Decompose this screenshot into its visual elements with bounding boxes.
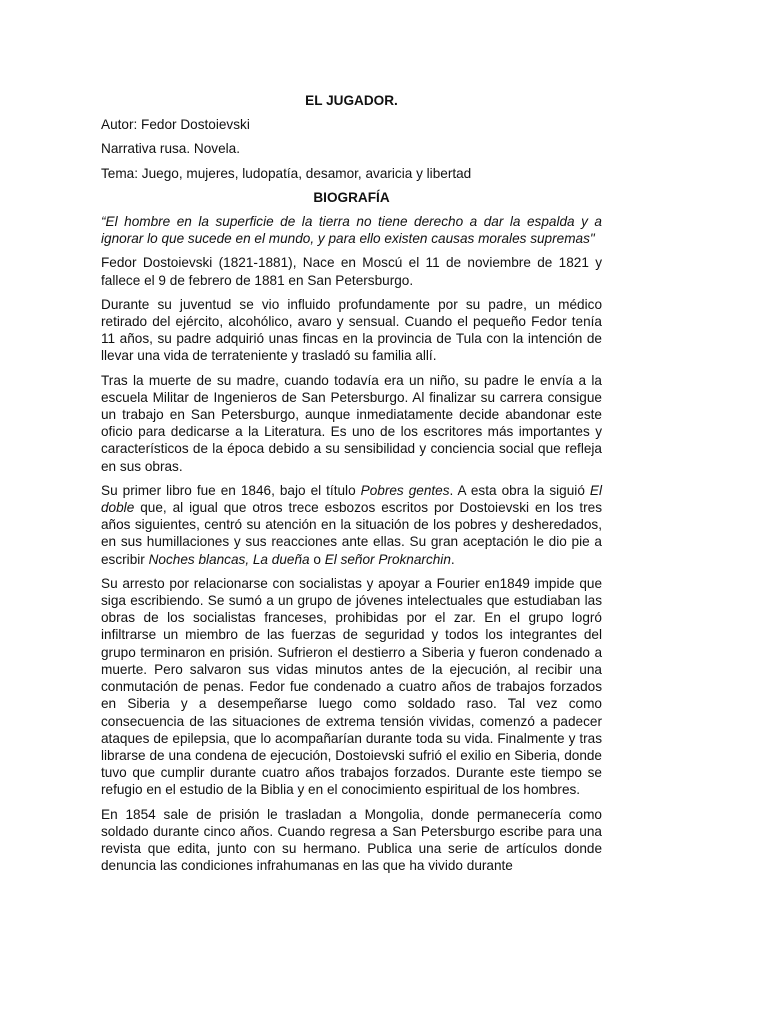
work-title: Noches blancas, La dueña bbox=[148, 551, 310, 567]
paragraph-birth-death: Fedor Dostoievski (1821-1881), Nace en Moscú el 11 de noviembre de 1821 y fallece el 9 de febrero de 1881 en San Petersburgo. bbox=[101, 255, 602, 288]
epigraph-quote: “El hombre en la superficie de la tierra no tiene derecho a dar la espalda y a ignorar lo que sucede en el mundo, y para ello existen causas morales supremas" bbox=[101, 214, 602, 247]
work-title: Pobres gentes bbox=[360, 482, 450, 498]
text-segment: . A esta obra la siguió bbox=[449, 482, 590, 498]
document-body bbox=[101, 92, 602, 881]
paragraph-first-works bbox=[101, 482, 602, 568]
work-title: El señor Proknarchin bbox=[324, 551, 451, 567]
work-title: El doble bbox=[101, 482, 602, 516]
author-line: Autor: Fedor Dostoievski bbox=[101, 117, 250, 133]
genre-line: Narrativa rusa. Novela. bbox=[101, 141, 241, 157]
document-title: EL JUGADOR. bbox=[305, 93, 398, 108]
theme-line: Tema: Juego, mujeres, ludopatía, desamor, avaricia y libertad bbox=[101, 165, 472, 181]
paragraph-youth: Durante su juventud se vio influido profundamente por su padre, un médico retirado del ejército, alcohólico, avaro y sensual. Cuando el pequeño Fedor tenía 11 años, su padre adquirió unas fincas en la provincia de Tula con la intención de llevar una vida de terrateniente y trasladó su familia allí. bbox=[101, 296, 602, 364]
paragraph-mongolia: En 1854 sale de prisión le trasladan a Mongolia, donde permanecería como soldado durante cinco años. Cuando regresa a San Petersburgo escribe para una revista que edita, junto con su hermano. Publica una serie de artículos donde denuncia las condiciones infrahumanas en las que ha vivido durante bbox=[101, 806, 602, 874]
text-segment: . bbox=[450, 551, 455, 567]
text-segment: que, al igual que otros trece esbozos escritos por Dostoievski en los tres años siguientes, centró su atención en la situación de los pobres y desheredados, en sus humillaciones y sus reacciones ante ellas. Su gran aceptación le dio pie a escribir bbox=[101, 500, 602, 567]
paragraph-education: Tras la muerte de su madre, cuando todavía era un niño, su padre le envía a la escuela Militar de Ingenieros de San Petersburgo. Al finalizar su carrera consigue un trabajo en San Petersburgo, aunque inmediatamente decide abandonar este oficio para dedicarse a la Literatura. Es uno de los escritores más importantes y característicos de la época debido a su sensibilidad y conciencia social que refleja en sus obras. bbox=[101, 372, 602, 474]
text-segment: Su primer libro fue en 1846, bajo el título bbox=[101, 482, 361, 498]
biography-heading: BIOGRAFÍA bbox=[313, 189, 390, 205]
paragraph-arrest-exile: Su arresto por relacionarse con socialistas y apoyar a Fourier en1849 impide que siga escribiendo. Se sumó a un grupo de jóvenes intelectuales que estudiaban las obras de los socialistas franceses, prohibidas por el zar. En el grupo logró infiltrarse un miembro de las fuerzas de seguridad y todos los integrantes del grupo terminaron en prisión. Sufrieron el destierro a Siberia y fueron condenado a muerte. Pero salvaron sus vidas minutos antes de la ejecución, al recibir una conmutación de penas. Fedor fue condenado a cuatro años de trabajos forzados en Siberia y a desempeñarse luego como soldado raso. Tal vez como consecuencia de las situaciones de extrema tensión vividas, comenzó a padecer ataques de epilepsia, que lo acompañarían durante toda su vida. Finalmente y tras librarse de una condena de ejecución, Dostoievski sufrió el exilio en Siberia, donde tuvo que cumplir durante cuatro años trabajos forzados. Durante este tiempo se refugio en el estudio de la Biblia y en el conocimiento espiritual de los hombres. bbox=[101, 575, 602, 798]
text-segment: o bbox=[309, 551, 325, 567]
